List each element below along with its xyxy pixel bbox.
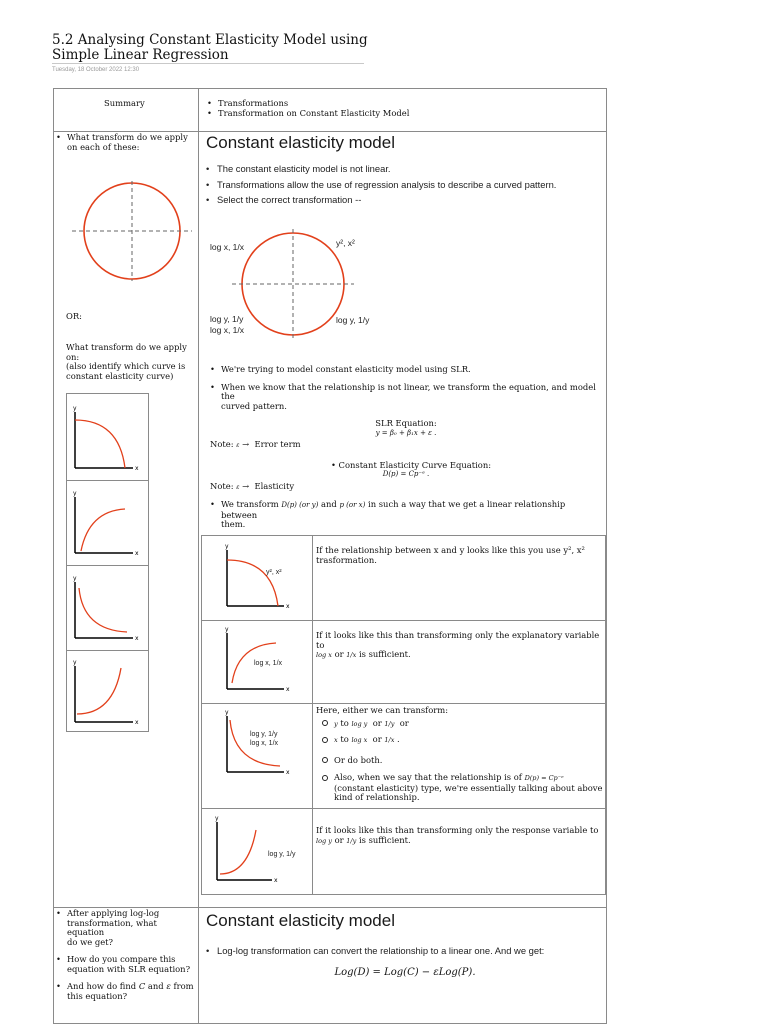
circle-curve [242, 233, 344, 335]
ce-equation: D(p) = Cp⁻ᵉ . [382, 470, 430, 478]
svg-text:x: x [274, 877, 278, 884]
graph-label: y², x² [266, 569, 282, 576]
question-3: • After applying log-log transformation, what equation do we get? • How do you compare this equation with SLR equation? • And how do find C and ε from this equation? [56, 909, 194, 1001]
x-axis-label: x [135, 465, 139, 472]
transform-row-divider [202, 620, 605, 621]
note-bullet: • We transform D(p) (or y) and p (or x) in such a way that we get a linear relationship between them. [210, 500, 602, 530]
q2-line: on: [66, 351, 80, 362]
curve-convex-falling [69, 572, 147, 648]
row4-text: If it looks like this than transforming only the response variable to log y or 1/y is sufficient. [316, 825, 599, 845]
curve-row-divider [67, 565, 148, 566]
note-error-term: Note: ε → Error term [210, 439, 301, 449]
row2-graph [220, 623, 310, 699]
slr-equation-title: SLR Equation: [375, 418, 437, 428]
row3-graph [220, 706, 310, 782]
q1-line: What transform do we apply [67, 132, 188, 142]
svg-text:x: x [286, 603, 290, 610]
quadrant-label-bottom-left-1: log y, 1/y [210, 314, 244, 324]
x-axis-label: x [135, 550, 139, 557]
summary-header: Summary [104, 98, 145, 108]
summary-table [53, 88, 607, 1024]
slide-2-equation: Log(D) = Log(C) − εLog(P). [334, 966, 476, 978]
slide-1-bullets [206, 161, 604, 208]
quadrant-label-top-right: y², x² [336, 238, 355, 248]
topics-list [207, 99, 409, 118]
graph-label: log y, 1/y [250, 731, 278, 738]
transformation-table [201, 535, 606, 895]
svg-text:y: y [225, 626, 229, 633]
svg-text:y: y [225, 543, 229, 550]
x-axis-label: x [135, 719, 139, 726]
slide-2-heading: Constant elasticity model [206, 911, 395, 930]
or-label: OR: [66, 311, 82, 321]
slide-bullet: • Select the correct transformation -- [206, 192, 604, 208]
curve-row-divider [67, 650, 148, 651]
slide-2 [206, 911, 604, 978]
slide-1-heading: Constant elasticity model [206, 133, 395, 152]
transform-col-divider [312, 536, 313, 894]
svg-text:y: y [215, 815, 219, 822]
y-axis-label: y [73, 490, 77, 497]
row1-text: If the relationship between x and y looks like this you use y², x² trasformation. [316, 545, 585, 565]
topic-item: • Transformation on Constant Elasticity Model [207, 109, 409, 119]
transform-row-divider [202, 703, 605, 704]
row3-text: Here, either we can transform: y to log y or 1/y or x to log x or 1/x . Or do both. Also, when we say that the relationship is of D(p) = Cp⁻ᵉ (constant elasticity) type, we're essentially talking about above kind of relationship. [316, 705, 603, 802]
note-bullet: • We're trying to model constant elasticity model using SLR. [210, 365, 602, 375]
q2-line: (also identify which curve is [66, 361, 186, 371]
curve-concave-down [69, 402, 147, 478]
notes-block [210, 365, 602, 530]
q2-line: constant elasticity curve) [66, 370, 174, 381]
curve-convex-rising [69, 656, 147, 732]
row4-graph [210, 812, 310, 892]
transform-row-divider [202, 808, 605, 809]
row1-graph [220, 540, 310, 616]
quadrant-label-bottom-left-2: log x, 1/x [210, 325, 245, 335]
graph-label: log x, 1/x [254, 660, 283, 667]
page-title-line-2: Simple Linear Regression [52, 47, 229, 63]
ce-equation-title: • Constant Elasticity Curve Equation: [330, 459, 492, 470]
question-1 [56, 133, 194, 152]
curve-row-divider [67, 480, 148, 481]
circle-figure [72, 181, 192, 281]
y-axis-label: y [73, 659, 77, 666]
curve-line [79, 588, 127, 632]
svg-text:x: x [286, 686, 290, 693]
curve-line [81, 509, 125, 551]
graph-label: log y, 1/y [268, 851, 296, 858]
curve-line [77, 668, 121, 714]
q2-line: What transform do we apply [66, 342, 187, 352]
x-axis-label: x [135, 635, 139, 642]
row2-text: If it looks like this than transforming only the explanatory variable to log x or 1/x is sufficient. [316, 630, 600, 659]
timestamp: Tuesday, 18 October 2022 12:30 [52, 67, 140, 73]
quadrant-label-top-left: log x, 1/x [210, 242, 245, 252]
slide-bullet: • Transformations allow the use of regression analysis to describe a curved pattern. [206, 177, 604, 193]
slide-bullet: • The constant elasticity model is not linear. [206, 161, 604, 177]
slr-equation: y = β₀ + β₁x + ε . [375, 428, 437, 437]
slide-2-bullet: • Log-log transformation can convert the relationship to a linear one. And we get: [206, 943, 604, 959]
svg-text:y: y [225, 709, 229, 716]
graph-label: log x, 1/x [250, 740, 279, 747]
title-underline [52, 63, 364, 64]
page-title [52, 33, 368, 63]
y-axis-label: y [73, 405, 77, 412]
note-bullet: • When we know that the relationship is not linear, we transform the equation, and model the curved pattern. [210, 383, 602, 412]
y-axis-label: y [73, 575, 77, 582]
curve-line [75, 420, 125, 468]
slide-1-circle-diagram [206, 225, 446, 343]
note-elasticity: Note: ε → Elasticity [210, 480, 295, 491]
question-2 [66, 343, 196, 381]
svg-text:x: x [286, 769, 290, 776]
topic-item: • Transformations [207, 99, 409, 109]
quadrant-label-bottom-right: log y, 1/y [336, 315, 370, 325]
slide-1 [206, 133, 604, 208]
curve-concave-rising [69, 487, 147, 563]
curve-options-table [66, 393, 149, 732]
column-divider [198, 89, 199, 1023]
q1-line: on each of these: [67, 141, 140, 152]
page-title-line-1: 5.2 Analysing Constant Elasticity Model using [52, 32, 368, 48]
